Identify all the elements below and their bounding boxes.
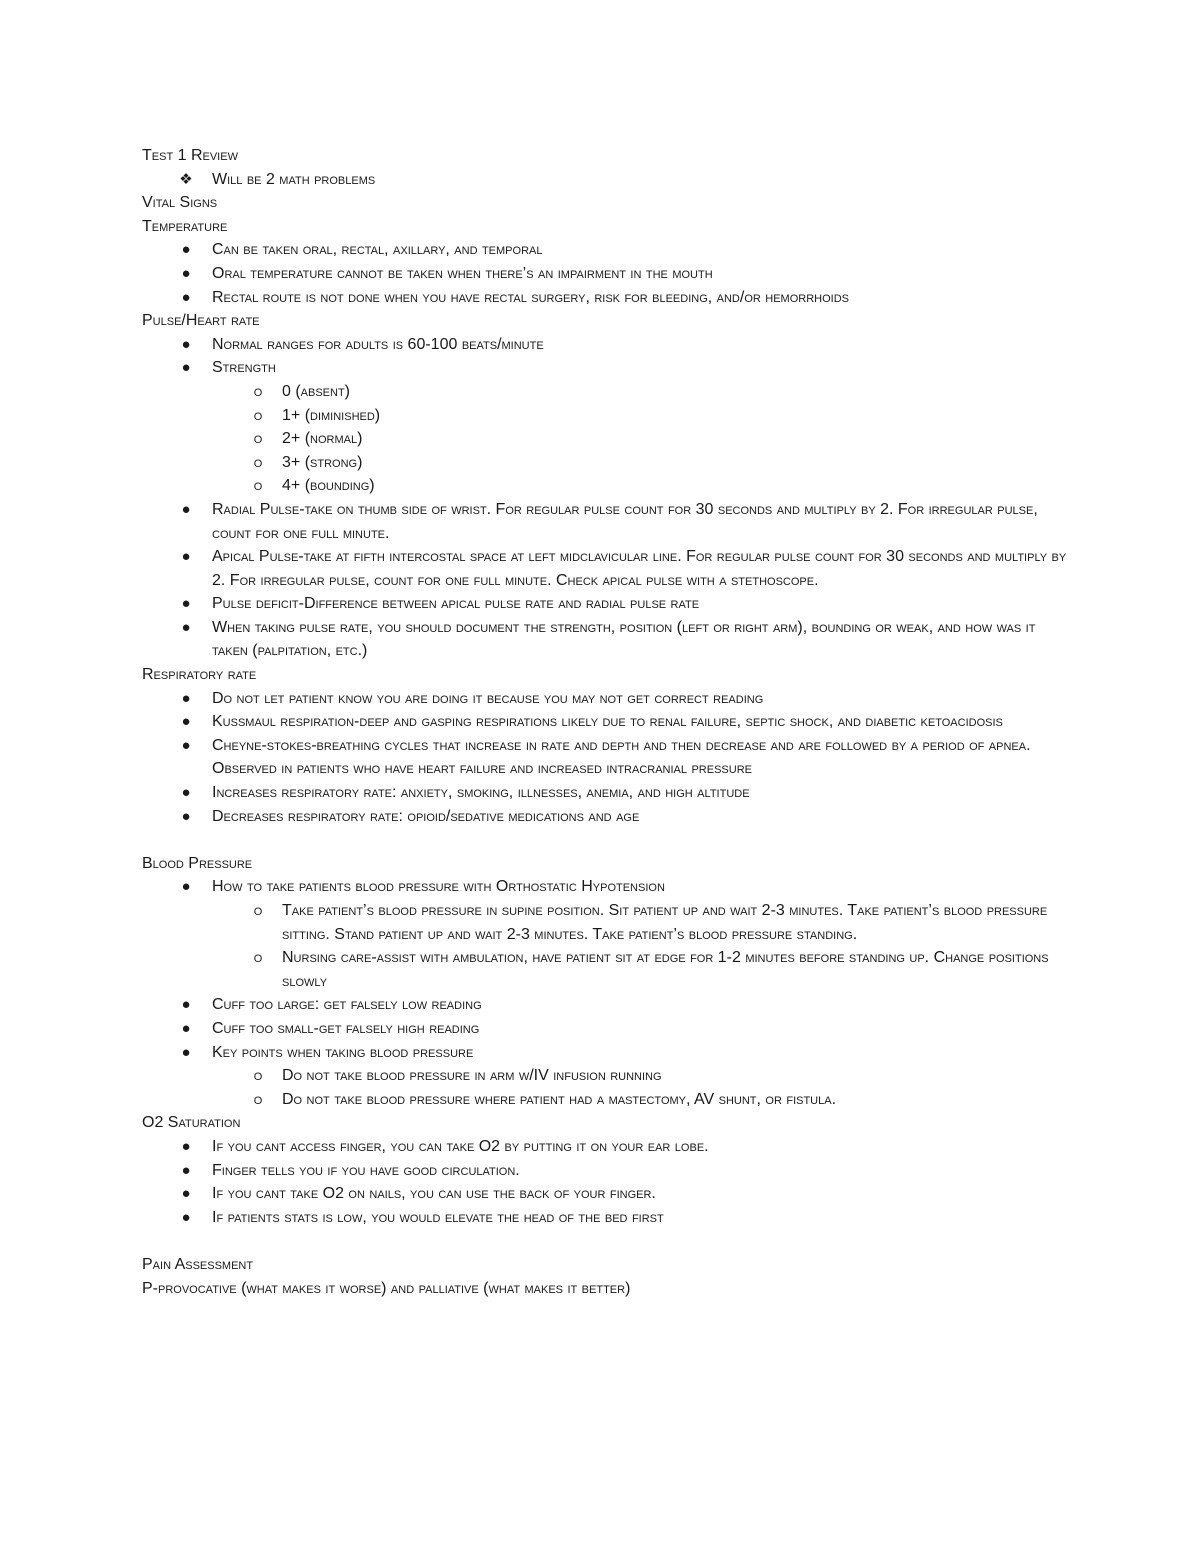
list-item: ● Strength xyxy=(142,356,1072,380)
bullet-icon: ● xyxy=(181,878,191,896)
list-item: ● Kussmaul respiration-deep and gasping respirations likely due to renal failure, septic shock, and diabetic ketoacidosis xyxy=(142,710,1072,734)
list-item: ● Cuff too small-get falsely high reading xyxy=(142,1017,1072,1041)
circle-bullet-icon: o xyxy=(253,406,263,424)
list-item: ● Cuff too large: get falsely low reading xyxy=(142,993,1072,1017)
list-item: ● Normal ranges for adults is 60-100 beats/minute xyxy=(142,333,1072,357)
spacer xyxy=(142,828,1072,852)
bullet-icon: ● xyxy=(181,500,191,518)
bullet-icon: ● xyxy=(181,618,191,636)
list-item: ● Finger tells you if you have good circulation. xyxy=(142,1159,1072,1183)
bullet-icon: ● xyxy=(181,1137,191,1155)
bullet-icon: ● xyxy=(181,784,191,802)
sub-list-item: o Nursing care-assist with ambulation, have patient sit at edge for 1-2 minutes before standing up. Change positions slowly xyxy=(142,946,1072,993)
bullet-icon: ● xyxy=(181,241,191,259)
bullet-icon: ● xyxy=(181,736,191,754)
section-heading-vital-signs: Vital Signs xyxy=(142,194,218,212)
bullet-icon: ● xyxy=(181,689,191,707)
section-heading-pulse: Pulse/Heart rate xyxy=(142,312,260,330)
sub-list-item: o 0 (absent) xyxy=(142,380,1072,404)
sub-list-item: o 3+ (strong) xyxy=(142,451,1072,475)
page-title: Test 1 Review xyxy=(142,147,238,164)
list-item: ● Oral temperature cannot be taken when there’s an impairment in the mouth xyxy=(142,262,1072,286)
list-item: ● Can be taken oral, rectal, axillary, and temporal xyxy=(142,238,1072,262)
bullet-icon: ● xyxy=(181,1019,191,1037)
list-item: ● If patients stats is low, you would elevate the head of the bed first xyxy=(142,1206,1072,1230)
sub-list-item: o 1+ (diminished) xyxy=(142,404,1072,428)
section-heading-pain: Pain Assessment xyxy=(142,1255,254,1273)
list-item: ● How to take patients blood pressure with Orthostatic Hypotension xyxy=(142,875,1072,899)
circle-bullet-icon: o xyxy=(253,1067,263,1085)
diamond-bullet-icon: ❖ xyxy=(179,170,193,188)
bullet-icon: ● xyxy=(181,359,191,377)
document-body xyxy=(142,144,1072,1300)
circle-bullet-icon: o xyxy=(253,949,263,967)
list-item: ● Key points when taking blood pressure xyxy=(142,1041,1072,1065)
list-item: ● If you cant take O2 on nails, you can use the back of your finger. xyxy=(142,1182,1072,1206)
bullet-icon: ● xyxy=(181,595,191,613)
sub-list-item: o Take patient’s blood pressure in supine position. Sit patient up and wait 2-3 minutes. Take patient’s blood pressure sitting. Stand patient up and wait 2-3 minutes. Take patient’s blood pressure standing. xyxy=(142,899,1072,946)
section-heading-temperature: Temperature xyxy=(142,217,228,235)
section-heading-o2: O2 Saturation xyxy=(142,1114,241,1132)
sub-list-item: o 4+ (bounding) xyxy=(142,474,1072,498)
list-item: ● If you cant access finger, you can take O2 by putting it on your ear lobe. xyxy=(142,1135,1072,1159)
bullet-icon: ● xyxy=(181,548,191,566)
list-item: ● When taking pulse rate, you should document the strength, position (left or right arm), bounding or weak, and how was it taken (palpitation, etc.) xyxy=(142,616,1072,663)
list-item: ● Decreases respiratory rate: opioid/sedative medications and age xyxy=(142,805,1072,829)
bullet-icon: ● xyxy=(181,335,191,353)
circle-bullet-icon: o xyxy=(253,453,263,471)
spacer xyxy=(142,1229,1072,1253)
bullet-icon: ● xyxy=(181,264,191,282)
bullet-icon: ● xyxy=(181,1185,191,1203)
bullet-icon: ● xyxy=(181,1208,191,1226)
bullet-icon: ● xyxy=(181,1161,191,1179)
list-item: ● Do not let patient know you are doing it because you may not get correct reading xyxy=(142,687,1072,711)
sub-list-item: o Do not take blood pressure where patient had a mastectomy, AV shunt, or fistula. xyxy=(142,1088,1072,1112)
circle-bullet-icon: o xyxy=(253,382,263,400)
bullet-icon: ● xyxy=(181,713,191,731)
sub-list-item: o Do not take blood pressure in arm w/IV infusion running xyxy=(142,1064,1072,1088)
circle-bullet-icon: o xyxy=(253,477,263,495)
list-item: ● Rectal route is not done when you have rectal surgery, risk for bleeding, and/or hemorrhoids xyxy=(142,286,1072,310)
list-item: ❖ Will be 2 math problems xyxy=(142,168,1072,192)
sub-list-item: o 2+ (normal) xyxy=(142,427,1072,451)
circle-bullet-icon: o xyxy=(253,902,263,919)
list-item: ● Apical Pulse-take at fifth intercostal space at left midclavicular line. For regular pulse count for 30 seconds and multiply by 2. For irregular pulse, count for one full minute. Check apical pulse with a stethoscope. xyxy=(142,545,1072,592)
list-item: ● Pulse deficit-Difference between apical pulse rate and radial pulse rate xyxy=(142,592,1072,616)
circle-bullet-icon: o xyxy=(253,430,263,448)
section-heading-blood-pressure: Blood Pressure xyxy=(142,854,253,872)
bullet-icon: ● xyxy=(181,1043,191,1061)
list-item: ● Increases respiratory rate: anxiety, smoking, illnesses, anemia, and high altitude xyxy=(142,781,1072,805)
list-item: ● Radial Pulse-take on thumb side of wrist. For regular pulse count for 30 seconds and multiply by 2. For irregular pulse, count for one full minute. xyxy=(142,498,1072,545)
pain-p-line: P-provocative (what makes it worse) and palliative (what makes it better) xyxy=(142,1279,631,1297)
list-item: ● Cheyne-stokes-breathing cycles that increase in rate and depth and then decrease and are followed by a period of apnea. Observed in patients who have heart failure and increased intracranial pressure xyxy=(142,734,1072,781)
bullet-icon: ● xyxy=(181,807,191,825)
circle-bullet-icon: o xyxy=(253,1090,263,1108)
bullet-icon: ● xyxy=(181,996,191,1014)
section-heading-respiratory: Respiratory rate xyxy=(142,666,257,684)
bullet-icon: ● xyxy=(181,288,191,306)
